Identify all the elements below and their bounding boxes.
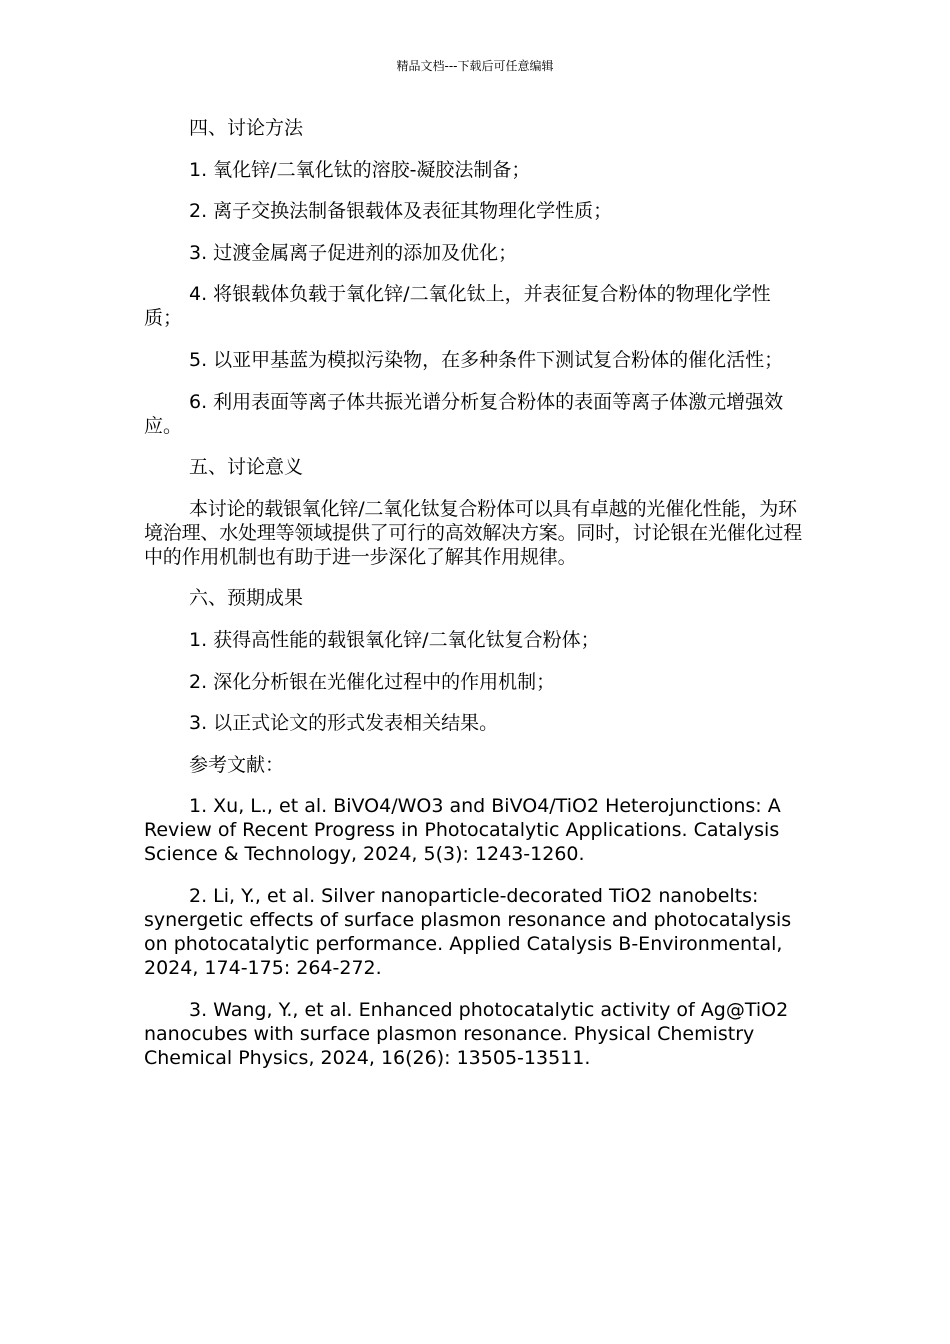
method-item-2: 2. 离子交换法制备银载体及表征其物理化学性质； (189, 200, 613, 223)
reference-item-3: 3. Wang, Y., et al. Enhanced photocatalytic activity of Ag@TiO2 nanocubes with surface plasmon resonance. Physical Chemistry Chemical Physics, 2024, 16(26): 13505-13511. (144, 998, 789, 1069)
outcome-item-3: 3. 以正式论文的形式发表相关结果。 (189, 712, 499, 735)
reference-item-1: 1. Xu, L., et al. BiVO4/WO3 and BiVO4/TiO2 Heterojunctions: A Review of Recent Progress in Photocatalytic Applications. Catalysis Science & Technology, 2024, 5(3): 1243-1260. (144, 795, 781, 866)
page-header: 精品文档---下载后可任意编辑 (396, 59, 554, 73)
significance-paragraph: 本讨论的载银氧化锌/二氧化钛复合粉体可以具有卓越的光催化性能，为环境治理、水处理等领域提供了可行的高效解决方案。同时，讨论银在光催化过程中的作用机制也有助于进一步深化了解其作用规律。 (144, 497, 803, 568)
outcome-item-2: 2. 深化分析银在光催化过程中的作用机制； (189, 670, 556, 693)
method-item-4: 4. 将银载体负载于氧化锌/二氧化钛上，并表征复合粉体的物理化学性质； (144, 283, 771, 330)
section-5-title: 五、讨论意义 (189, 456, 304, 479)
method-item-5: 5. 以亚甲基蓝为模拟污染物，在多种条件下测试复合粉体的催化活性； (189, 348, 784, 371)
section-6-title: 六、预期成果 (189, 587, 304, 610)
reference-item-2: 2. Li, Y., et al. Silver nanoparticle-decorated TiO2 nanobelts: synergetic effects of surface plasmon resonance and photocatalysis on photocatalytic performance. Applied Catalysis B-Environmental, 2024, 174-175: 264-272. (144, 884, 792, 979)
outcome-item-1: 1. 获得高性能的载银氧化锌/二氧化钛复合粉体； (189, 628, 600, 651)
method-item-6: 6. 利用表面等离子体共振光谱分析复合粉体的表面等离子体激元增强效应。 (144, 390, 784, 437)
method-item-3: 3. 过渡金属离子促进剂的添加及优化； (189, 241, 518, 264)
references-title: 参考文献： (189, 753, 285, 776)
section-4-title: 四、讨论方法 (189, 117, 304, 139)
method-item-1: 1. 氧化锌/二氧化钛的溶胶-凝胶法制备； (189, 158, 531, 181)
document-body (144, 116, 806, 1087)
